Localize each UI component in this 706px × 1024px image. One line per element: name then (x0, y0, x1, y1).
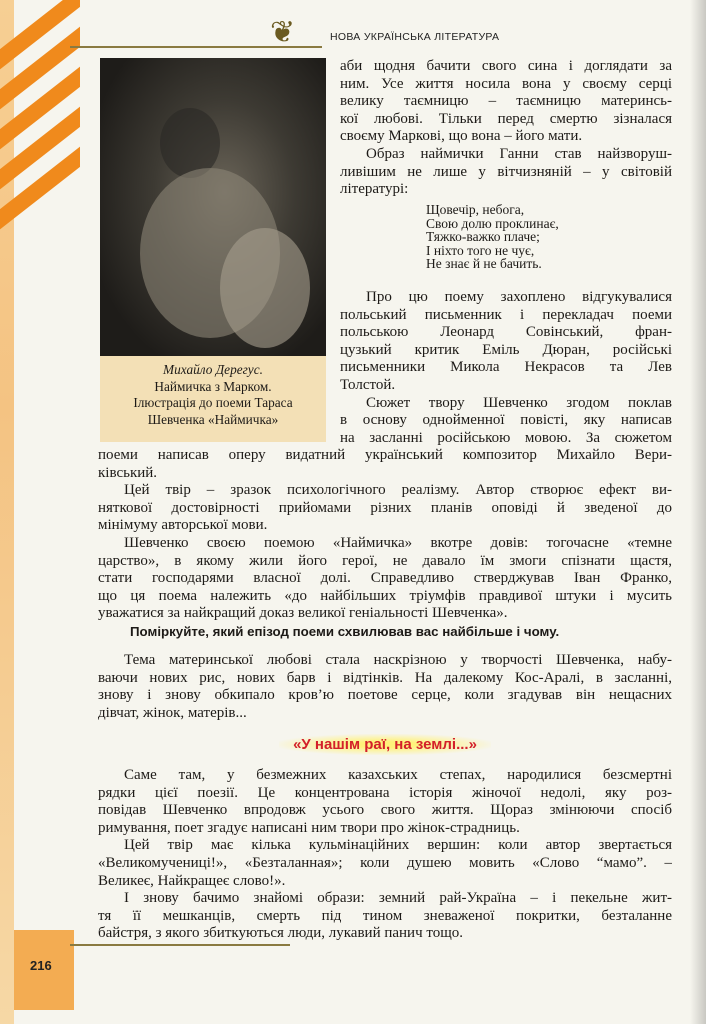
poem-line: Не знає й не бачить. (426, 256, 542, 272)
section-heading (98, 736, 672, 753)
poem-line: І ніхто того не чує, (426, 242, 535, 258)
text-line: кої любові. Тільки перед смертю зізналася (340, 110, 672, 127)
poem-quote (426, 203, 559, 271)
caption-title: Наймичка з Марком. (154, 378, 272, 394)
ornament-icon: ❦ (270, 16, 296, 49)
text-line: дівчат, жінок, матерів... (98, 704, 247, 721)
caption-line: Ілюстрація до поеми Тараса (133, 395, 293, 410)
text-line: ним. Усе життя носила вона у своєму серці (340, 75, 672, 92)
text-line: Тема материнської любові стала наскрізною у творчості Шевченка, набу- (124, 652, 672, 668)
discussion-question: Поміркуйте, який епізод поеми схвилював вас найбільше і чому. (130, 624, 560, 639)
footer-rule (70, 944, 290, 946)
section-heading-text: «У нашім раї, на землі...» (279, 734, 491, 755)
text-line: знову і знову обкипало кров’ю поетове серце, коли згадував він нещасних (98, 687, 672, 704)
running-header: НОВА УКРАЇНСЬКА ЛІТЕРАТУРА (330, 31, 500, 43)
text-line: «Великомучениці!», «Безталанная»; коли душею мовить «Слово “мамо”. – (98, 854, 672, 871)
text-line: Сюжет твору Шевченко згодом поклав (366, 394, 672, 411)
text-line: поеми написав оперу видатний український композитор Михайло Вери- (98, 447, 672, 463)
text-line: Шевченко своєю поемою «Наймичка» вкотре довів: тогочасне «темне (124, 534, 672, 551)
text-line: що ця поема належить «до найбільших тріумфів правдивої штуки і мусить (98, 587, 672, 604)
text-line: Саме там, у безмежних казахських степах, народилися безсмертні (124, 767, 672, 783)
illustration-image (100, 58, 326, 356)
text-line: велику таємницю – таємницю материнсь- (340, 93, 672, 110)
text-line: повідав Шевченко впродовж усього свого життя. Щораз змінюючи спосіб (98, 802, 672, 819)
text-line: рядки цієї поезії. Це концентрована історія жіночої недолі, яку роз- (98, 784, 672, 801)
text-line: мінімуму авторської мови. (98, 517, 268, 534)
text-column-top (340, 58, 672, 199)
text-body-middle (98, 447, 672, 623)
illustration-caption (100, 356, 326, 442)
text-line: польською Леонард Совінський, фран- (340, 324, 672, 341)
text-line: цузький критик Еміль Дюран, російські (340, 341, 672, 358)
text-body-bottom (98, 767, 672, 943)
text-line: своєму Маркові, що вона – його мати. (340, 128, 583, 145)
poem-line: Тяжко-важко плаче; (426, 229, 540, 245)
text-line: тя її мешканців, смерть під тином зневаженої покритки, безталанне (98, 907, 672, 924)
text-line: Про цю поему захоплено відгукувалися (366, 289, 672, 305)
text-line: ливішим не лише у вітчизняній – у світовій (340, 163, 672, 180)
poem-line: Свою долю проклинає, (426, 215, 559, 231)
text-line: літературі: (340, 181, 409, 198)
text-line: письменники Микола Некрасов та Лев (340, 359, 672, 376)
text-line: байстря, з якого збиткуються люди, лукавий панич тощо. (98, 925, 464, 942)
text-line: стати господарями власної долі. Справедливо стверджував Іван Франко, (98, 570, 672, 587)
text-line: Толстой. (340, 376, 396, 393)
poem-line: Щовечір, небога, (426, 202, 525, 217)
text-line: Образ наймички Ганни став найзворуш- (366, 145, 672, 162)
text-line: Великеє, Найкращеє слово!». (98, 872, 286, 889)
text-line: польський письменник і перекладач поеми (340, 306, 672, 323)
text-line: Цей твір має кілька кульмінаційних вершин: коли автор звертається (124, 837, 672, 854)
text-line: аби щодня бачити свого сина і доглядати за (340, 58, 672, 74)
caption-author: Михайло Дерегус. (163, 362, 263, 377)
caption-line: Шевченка «Наймичка» (147, 411, 279, 427)
text-line: ківський. (98, 464, 158, 481)
text-line: І знову бачимо знайомі образи: земний рай-Україна – і пекельне жит- (124, 890, 672, 907)
text-line: римування, поет згадує написані ним твори про жінок-страдниць. (98, 819, 520, 836)
page-edge-shadow (690, 0, 706, 1024)
text-body-theme (98, 652, 672, 722)
text-line: на засланні російською мовою. За сюжетом (340, 429, 672, 446)
text-line: Цей твір – зразок психологічного реалізму. Автор створює ефект ви- (124, 482, 672, 499)
text-line: ваючи нових рис, нових барв і відтінків. На далекому Кос-Аралі, в засланні, (98, 669, 672, 686)
text-line: царство», в якому жили його герої, не давало їм змоги спізнати щастя, (98, 552, 672, 569)
text-line: уважатися за найкращий доказ великої геніальності Шевченка». (98, 605, 508, 622)
text-line: в основу однойменної повісті, яку написав (340, 412, 672, 429)
page-number: 216 (30, 958, 52, 973)
corner-stripes-decoration (0, 0, 80, 240)
text-column-middle (340, 289, 672, 447)
text-line: няткової достовірності прийомами різних планів оповіді й зведеної до (98, 499, 672, 516)
